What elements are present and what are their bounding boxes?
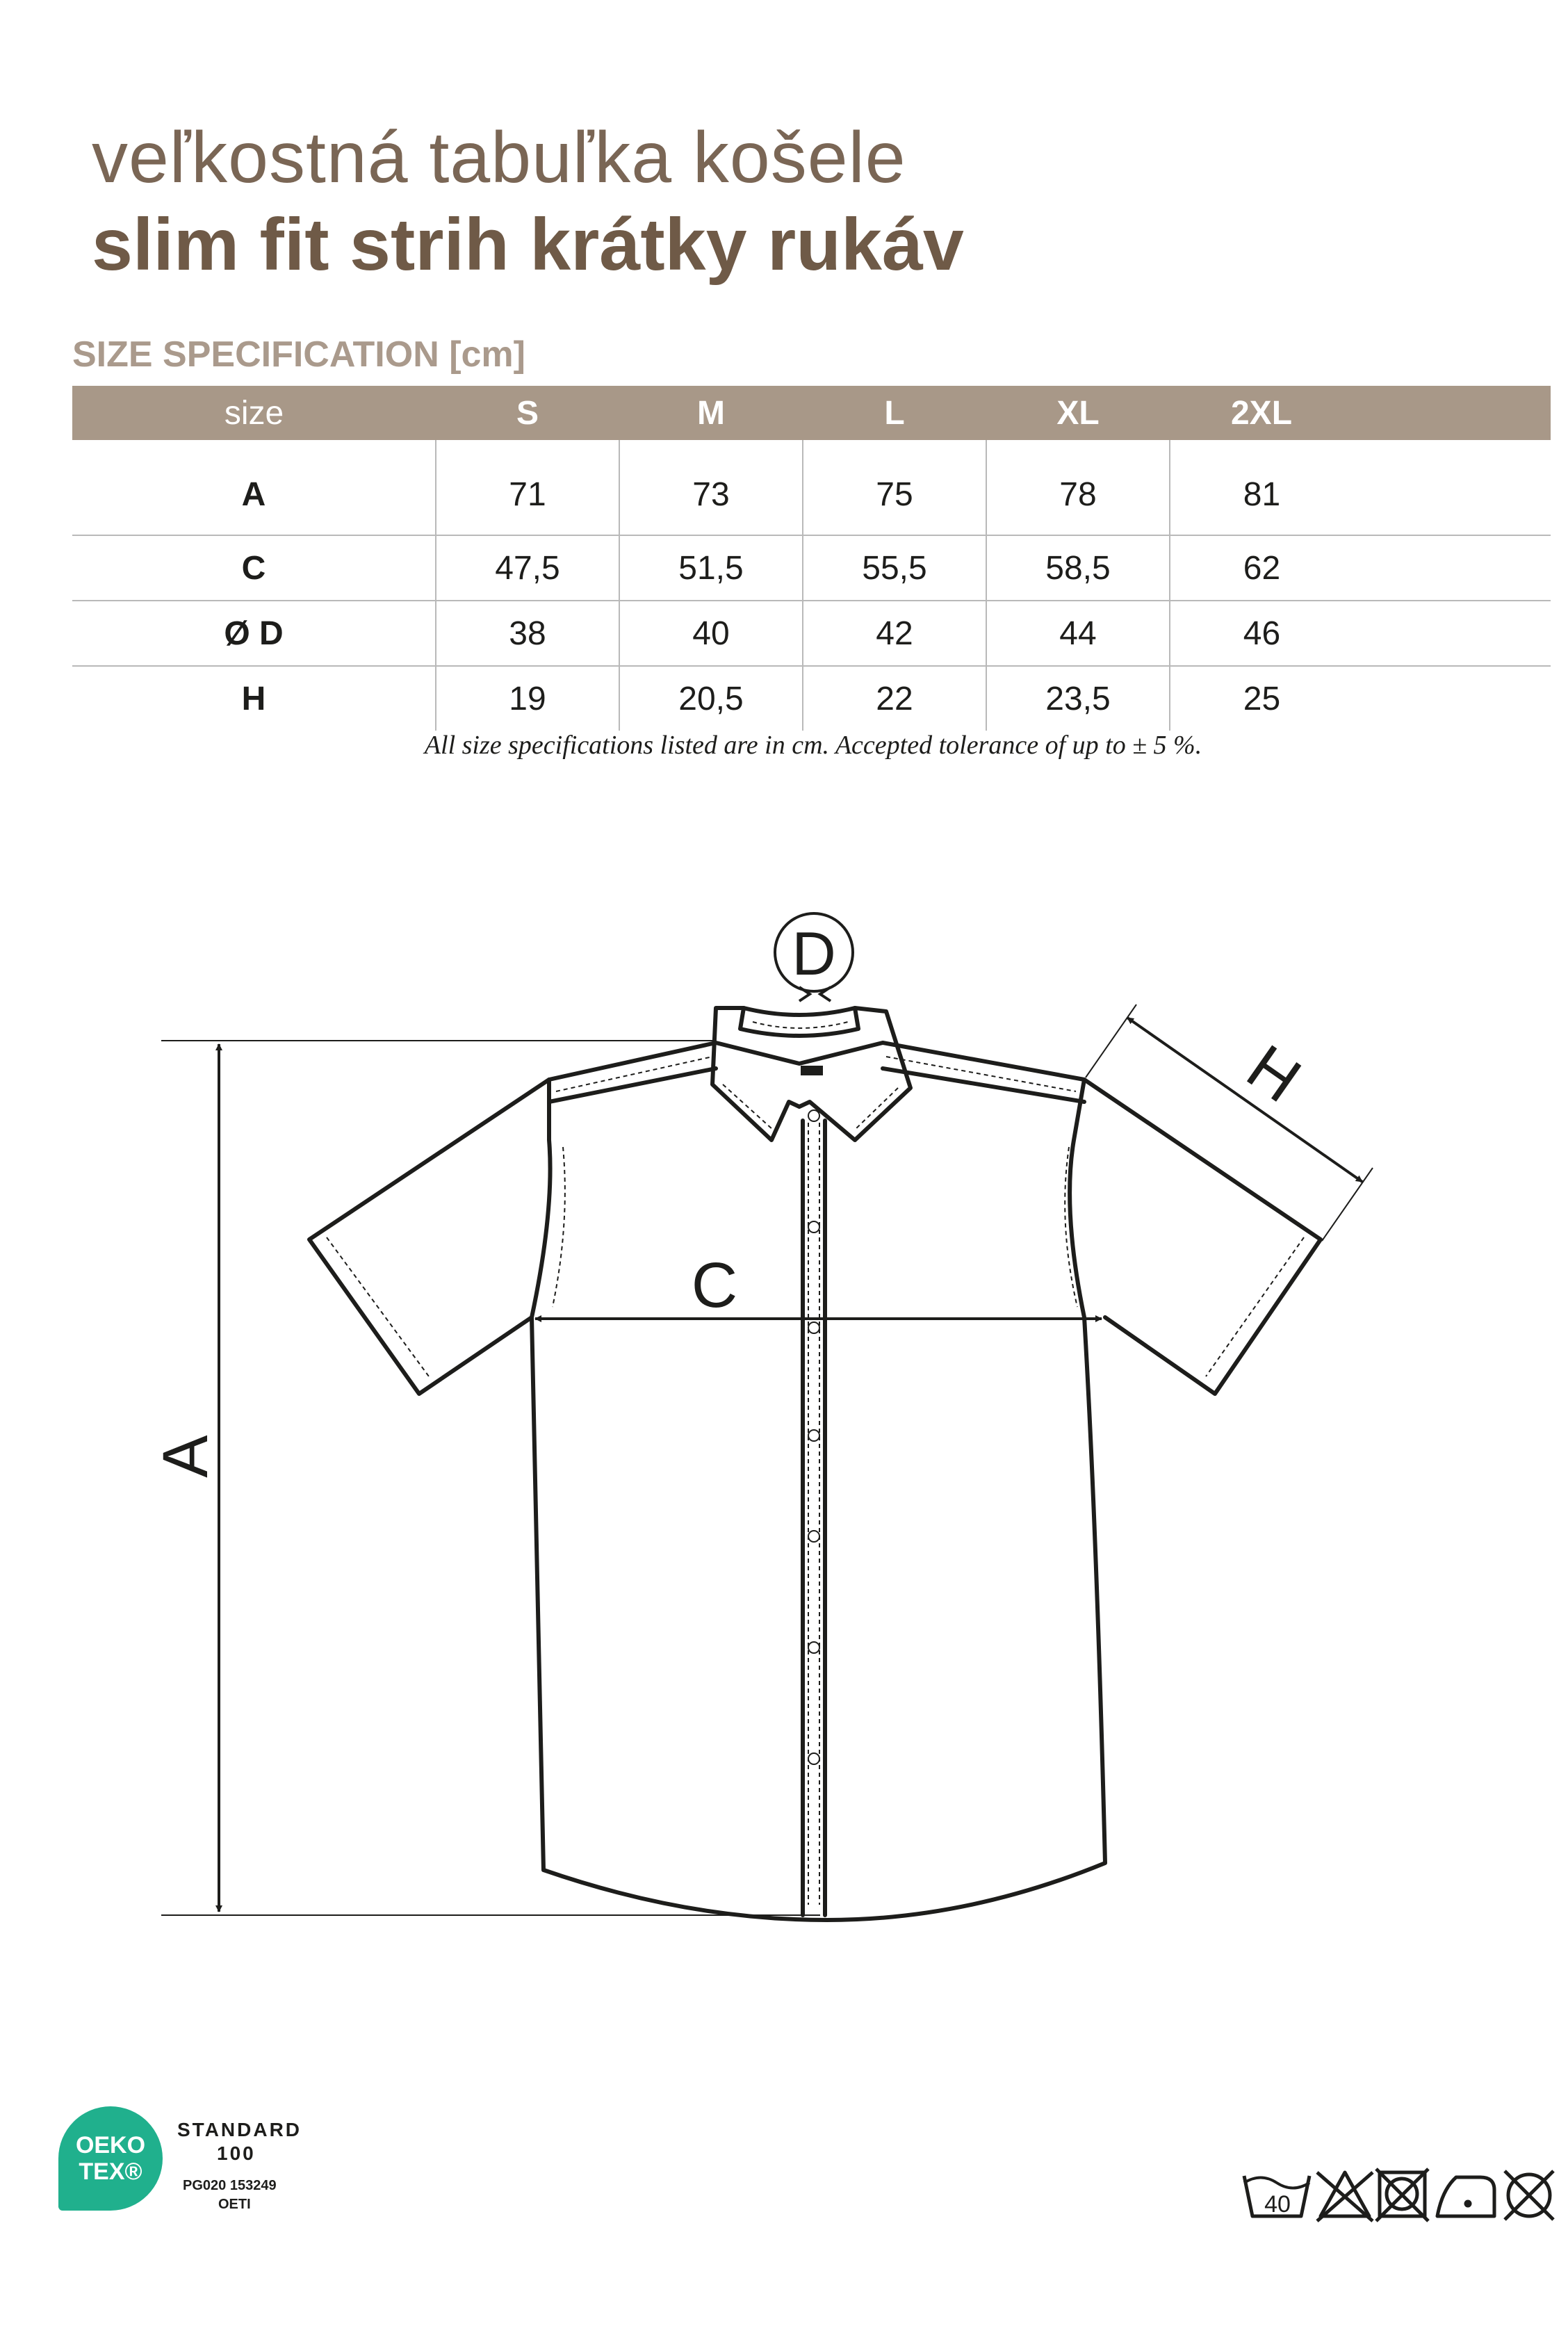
header-xl: XL [986,386,1170,440]
oeko-logo-line2: TEX® [79,2158,142,2185]
row-label: H [72,666,436,731]
h-dimension-arrow [1127,1018,1362,1182]
table-cell: 44 [986,601,1170,666]
table-cell: 40 [619,601,803,666]
table-cell: 20,5 [619,666,803,731]
table-cell: 47,5 [436,535,619,601]
table-cell: 25 [1243,680,1281,717]
table-cell: 81 [1170,440,1353,535]
label-c: C [691,1250,738,1321]
label-a: A [150,1435,221,1478]
table-cell: 62 [1170,535,1353,601]
oeko-tex-logo [58,2106,163,2211]
header-l: L [803,386,986,440]
table-cell: 51,5 [619,535,803,601]
page-title-line2: slim fit strih krátky rukáv [92,204,964,286]
header-size: size [72,386,436,440]
table-cell: 58,5 [986,535,1170,601]
header-m: M [619,386,803,440]
oeko-logo-line1: OEKO [75,2132,146,2158]
table-cell: 42 [803,601,986,666]
table-cell: 22 [803,666,986,731]
care-symbols [1244,2169,1553,2221]
tolerance-note: All size specifications listed are in cm. Accepted tolerance of up to ± 5 %. [424,731,1202,760]
neck-label-icon [801,1066,823,1075]
table-cell: 38 [436,601,619,666]
no-tumble-dry-icon [1376,2169,1428,2221]
table-cell: 46 [1170,601,1353,666]
iron-low-icon [1437,2177,1494,2216]
page-title-line1: veľkostná tabuľka košele [92,117,906,198]
table-cell: 75 [803,440,986,535]
table-cell: 71 [436,440,619,535]
row-label: Ø D [72,601,436,666]
table-cell: 23,5 [986,666,1170,731]
stitching [327,1022,1304,1905]
header-s: S [436,386,619,440]
oeko-standard: STANDARD [177,2119,302,2140]
header-2xl: 2XL [1170,386,1353,440]
table-cell: 55,5 [803,535,986,601]
no-bleach-icon [1317,2172,1373,2221]
label-d: D [792,919,836,988]
no-dry-clean-icon [1505,2171,1553,2220]
size-spec-heading: SIZE SPECIFICATION [cm] [72,334,525,375]
oeko-certificate-number: PG020 153249 [183,2178,277,2193]
table-cell: 19 [436,666,619,731]
oeko-institute: OETI [218,2197,251,2212]
shirt-outline [309,1008,1321,1920]
label-h: H [1234,1031,1314,1116]
table-cell: 73 [619,440,803,535]
h-extension-bottom [1322,1168,1373,1241]
row-label: A [72,440,436,535]
oeko-standard-number: 100 [217,2142,256,2164]
buttons [808,1110,819,1764]
wash-temperature: 40 [1264,2191,1291,2218]
row-label: C [72,535,436,601]
table-cell: 78 [986,440,1170,535]
h-extension-top [1086,1005,1136,1077]
